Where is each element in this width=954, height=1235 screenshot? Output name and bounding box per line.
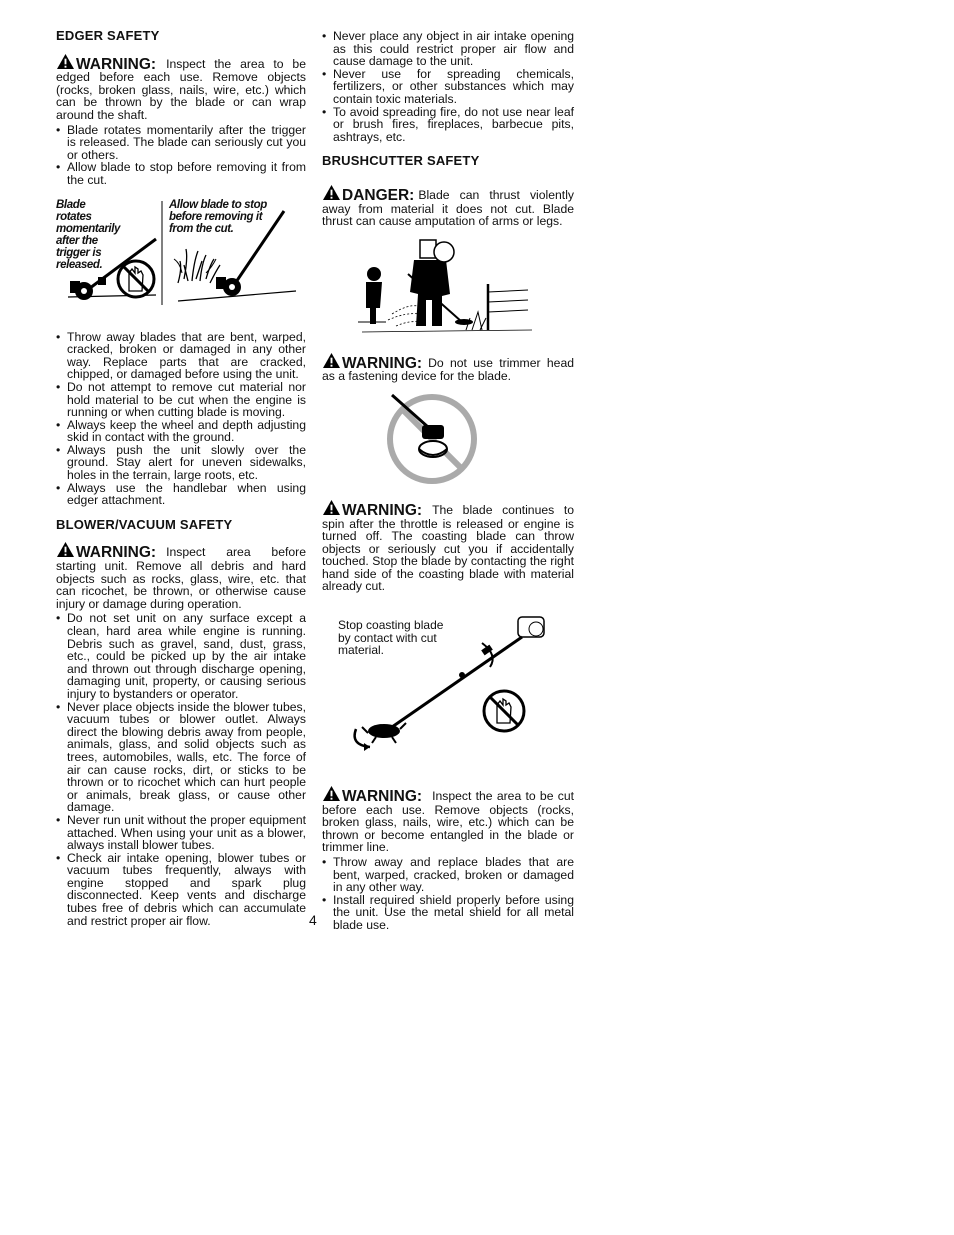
list-item: • Install required shield properly before using the unit. Use the metal shield for all metal blade use. [322, 894, 574, 932]
coasting-blade-figure [322, 611, 574, 771]
warning-triangle-icon [322, 352, 341, 369]
coasting-blade-illustration [322, 611, 574, 771]
brushcutter-heading: BRUSHCUTTER SAFETY [322, 153, 480, 169]
edger-heading: EDGER SAFETY [56, 28, 160, 43]
warning-trimmer-head [322, 352, 574, 383]
warning-text: Inspect area before starting unit. Remove all debris and hard objects such as rocks, glass, wire, etc. that can ricochet, be thrown, or otherwise cause injury or damage during operation. [56, 545, 306, 611]
warning-triangle-icon [56, 53, 75, 70]
list-item: • Always push the unit slowly over the ground. Stay alert for uneven sidewalks, holes in the terrain, large roots, etc. [56, 444, 306, 482]
danger-paragraph [322, 184, 574, 228]
edger-illustration [56, 199, 306, 317]
list-item: • Never place objects inside the blower tubes, vacuum tubes or blower outlet. Always direct the blowing debris away from people, animals, glass, and solid objects such as trees, automobiles, walls, etc. The force of air can cause rocks, dirt, or sticks to be thrown or to ricochet which can hurt people or animals, break glass, or cause other damage. [56, 701, 306, 814]
warning-coasting-blade [322, 499, 574, 593]
brushcutter-bullet-list [322, 856, 574, 932]
warning-label: WARNING: [76, 544, 157, 562]
list-item: • To avoid spreading fire, do not use near leaf or brush fires, fireplaces, barbecue pits, ashtrays, etc. [322, 106, 574, 144]
warning-label: WARNING: [76, 55, 157, 73]
edger-warning [56, 53, 306, 122]
list-item: • Allow blade to stop before removing it from the cut. [56, 161, 306, 186]
list-item: • Never place any object in air intake opening as this could restrict proper air flow and cause damage to the unit. [322, 30, 574, 68]
list-item: • Check air intake opening, blower tubes or vacuum tubes frequently, always with engine stopped and spark plug disconnected. Keep vents and discharge tubes free of debris which can accumulate and restrict proper air flow. [56, 852, 306, 928]
left-column [56, 30, 306, 927]
warning-text: Inspect the area to be edged before each use. Remove objects (rocks, broken glass, nails, wire, etc.) which can be thrown by the blade or can wrap around the shaft. [56, 56, 306, 122]
blower-bullet-list-continued [322, 30, 574, 143]
warning-text: The blade continues to spin after the throttle is released or engine is turned off. The coasting blade can throw objects or seriously cut you if accidentally touched. Stop the blade by contacting the right hand side of the coasting blade with material already cut. [322, 502, 574, 594]
warning-label: WARNING: [342, 788, 423, 806]
blower-bullet-list [56, 612, 306, 927]
list-item: • Blade rotates momentarily after the trigger is released. The blade can seriously cut you or others. [56, 124, 306, 162]
figure-caption-left: Blade rotates momentarily after the trigger is released. [56, 198, 120, 271]
brushcutter-danger-illustration [322, 234, 574, 340]
list-item: • Throw away blades that are bent, warped, cracked, broken or damaged in any other way. Replace parts that are cracked, chipped, or damaged before using the unit. [56, 331, 306, 381]
warning-triangle-icon [322, 499, 341, 516]
list-item: • Throw away and replace blades that are bent, warped, cracked, broken or damaged in any other way. [322, 856, 574, 894]
blower-heading: BLOWER/VACUUM SAFETY [56, 516, 233, 532]
figure-caption-right: Allow blade to stop before removing it from the cut. [169, 198, 267, 235]
list-item: • Never use for spreading chemicals, fertilizers, or other substances which may contain toxic materials. [322, 68, 574, 106]
warning-triangle-icon [322, 184, 341, 201]
prohibited-hand-icon [484, 691, 524, 731]
right-column [322, 30, 574, 932]
warning-text: Inspect the area to be cut before each use. Remove objects (rocks, broken glass, nails, wire, etc.) which can be thrown or become entangled in the blade or trimmer line. [322, 789, 574, 855]
warning-inspect-area [322, 785, 574, 854]
danger-text: Blade can thrust violently away from material it does not cut. Blade thrust can cause amputation of arms or legs. [322, 187, 574, 229]
prohibited-hand-icon [118, 261, 154, 297]
no-trimmer-head-illustration [322, 389, 574, 489]
warning-label: WARNING: [342, 501, 423, 519]
blower-warning [56, 541, 306, 610]
warning-triangle-icon [322, 785, 341, 802]
list-item: • Do not attempt to remove cut material nor hold material to be cut when the engine is running or when cutting blade is moving. [56, 381, 306, 419]
warning-triangle-icon [56, 541, 75, 558]
list-item: • Do not set unit on any surface except a clean, hard area while engine is running. Debris such as gravel, sand, dust, grass, etc., could be picked up by the air intake and thrown out through discharge opening, damaging unit, property, or causing serious injury to bystanders or operator. [56, 612, 306, 700]
warning-label: WARNING: [342, 354, 423, 372]
danger-label: DANGER: [342, 186, 415, 204]
edger-figure [56, 199, 306, 317]
page-number: 4 [309, 912, 317, 928]
edger-bullet-list-2 [56, 331, 306, 507]
list-item: • Never run unit without the proper equipment attached. When using your unit as a blower, always install blower tubes. [56, 814, 306, 852]
list-item: • Always keep the wheel and depth adjusting skid in contact with the ground. [56, 419, 306, 444]
warning-text: Do not use trimmer head as a fastening device for the blade. [322, 355, 574, 384]
edger-bullet-list [56, 124, 306, 187]
figure-caption: Stop coasting blade by contact with cut material. [338, 618, 444, 658]
list-item: • Always use the handlebar when using edger attachment. [56, 482, 306, 507]
